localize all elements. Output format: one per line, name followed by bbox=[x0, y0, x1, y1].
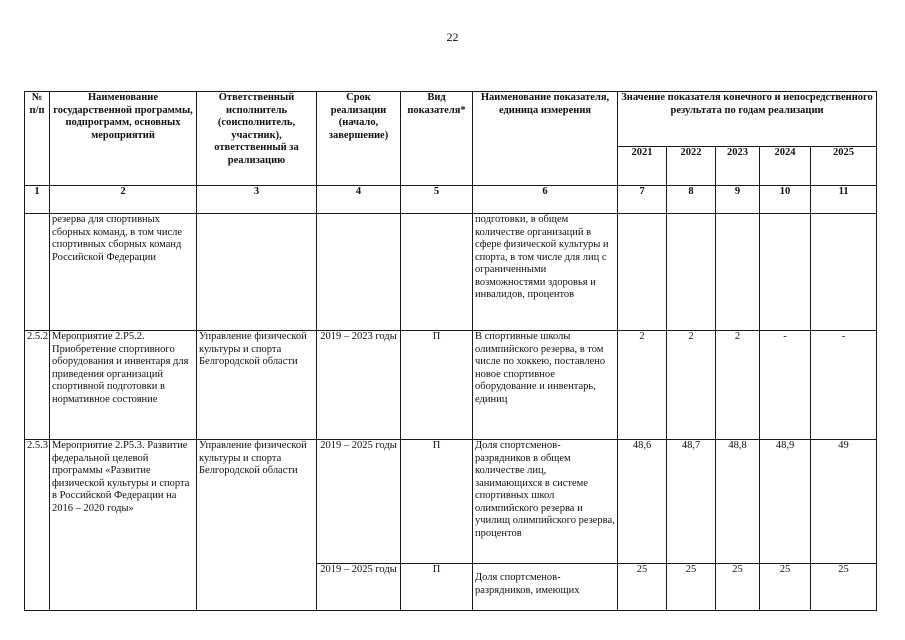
column-number: 4 bbox=[317, 186, 401, 214]
header-indicator-name: Наименование показателя, единица измерения bbox=[473, 92, 618, 186]
event-name: Мероприятие 2.Р5.2. Приобретение спортивного оборудования и инвентаря для приведения организаций спортивной подготовки в нормативное состояние bbox=[50, 331, 197, 440]
column-number: 7 bbox=[618, 186, 667, 214]
executor bbox=[197, 214, 317, 331]
value-cell: 48,6 bbox=[618, 440, 667, 564]
value-cell: 25 bbox=[716, 564, 760, 611]
value-cell: - bbox=[811, 331, 877, 440]
event-name: резерва для спортивных сборных команд, в том числе спортивных сборных команд Российской Федерации bbox=[50, 214, 197, 331]
column-number: 10 bbox=[760, 186, 811, 214]
header-year: 2024 bbox=[760, 147, 811, 186]
column-number: 11 bbox=[811, 186, 877, 214]
value-cell: 2 bbox=[716, 331, 760, 440]
header-period: Срок реализации (начало, завершение) bbox=[317, 92, 401, 186]
period bbox=[317, 214, 401, 331]
value-cell bbox=[667, 214, 716, 331]
indicator-name: подготовки, в общем количестве организаций в сфере физической культуры и спорта, в том числе для лиц с ограниченными возможностями здоровья и инвалидов, процентов bbox=[473, 214, 618, 331]
value-cell: 48,7 bbox=[667, 440, 716, 564]
header-executor: Ответственный исполнитель (соисполнитель, участник), ответственный за реализацию bbox=[197, 92, 317, 186]
header-year: 2025 bbox=[811, 147, 877, 186]
executor: Управление физической культуры и спорта Белгородской области bbox=[197, 331, 317, 440]
executor: Управление физической культуры и спорта Белгородской области bbox=[197, 440, 317, 611]
table-row bbox=[25, 331, 877, 440]
header-year: 2021 bbox=[618, 147, 667, 186]
header-year: 2023 bbox=[716, 147, 760, 186]
column-number: 3 bbox=[197, 186, 317, 214]
row-number: 2.5.3 bbox=[25, 440, 50, 611]
results-table bbox=[24, 91, 877, 611]
period: 2019 – 2025 годы bbox=[317, 440, 401, 564]
indicator-name: Доля спортсменов-разрядников в общем количестве лиц, занимающихся в системе спортивных школ олимпийского резерва и училищ олимпийского резерва, процентов bbox=[473, 440, 618, 564]
row-number: 2.5.2 bbox=[25, 331, 50, 440]
header-row bbox=[25, 92, 877, 147]
header-program-name: Наименование государственной программы, подпрограмм, основных мероприятий bbox=[50, 92, 197, 186]
column-number: 1 bbox=[25, 186, 50, 214]
indicator-kind: П bbox=[401, 331, 473, 440]
value-cell: 48,8 bbox=[716, 440, 760, 564]
value-cell bbox=[716, 214, 760, 331]
column-number: 2 bbox=[50, 186, 197, 214]
value-cell bbox=[618, 214, 667, 331]
table-row bbox=[25, 214, 877, 331]
header-indicator-kind: Вид показателя* bbox=[401, 92, 473, 186]
value-cell: 25 bbox=[667, 564, 716, 611]
period: 2019 – 2023 годы bbox=[317, 331, 401, 440]
table-row bbox=[25, 440, 877, 564]
event-name: Мероприятие 2.Р5.3. Развитие федеральной целевой программы «Развитие физической культуры и спорта в Российской Федерации на 2016 – 2020 годы» bbox=[50, 440, 197, 611]
row-number bbox=[25, 214, 50, 331]
value-cell: 49 bbox=[811, 440, 877, 564]
column-number: 5 bbox=[401, 186, 473, 214]
value-cell: 25 bbox=[760, 564, 811, 611]
value-cell: 25 bbox=[811, 564, 877, 611]
header-year: 2022 bbox=[667, 147, 716, 186]
value-cell bbox=[760, 214, 811, 331]
indicator-kind: П bbox=[401, 564, 473, 611]
indicator-name: В спортивные школы олимпийского резерва, в том числе по хоккею, поставлено новое спортивное оборудование и инвентарь, единиц bbox=[473, 331, 618, 440]
column-number: 6 bbox=[473, 186, 618, 214]
indicator-name: Доля спортсменов-разрядников, имеющих bbox=[473, 564, 618, 611]
value-cell: 2 bbox=[667, 331, 716, 440]
indicator-kind bbox=[401, 214, 473, 331]
page-number: 22 bbox=[446, 30, 459, 44]
column-numbers-row bbox=[25, 186, 877, 214]
column-number: 9 bbox=[716, 186, 760, 214]
header-values-group: Значение показателя конечного и непосредственного результата по годам реализации bbox=[618, 92, 877, 147]
value-cell bbox=[811, 214, 877, 331]
column-number: 8 bbox=[667, 186, 716, 214]
header-number: № п/п bbox=[25, 92, 50, 186]
period: 2019 – 2025 годы bbox=[317, 564, 401, 611]
value-cell: 48,9 bbox=[760, 440, 811, 564]
value-cell: 25 bbox=[618, 564, 667, 611]
indicator-kind: П bbox=[401, 440, 473, 564]
value-cell: 2 bbox=[618, 331, 667, 440]
value-cell: - bbox=[760, 331, 811, 440]
